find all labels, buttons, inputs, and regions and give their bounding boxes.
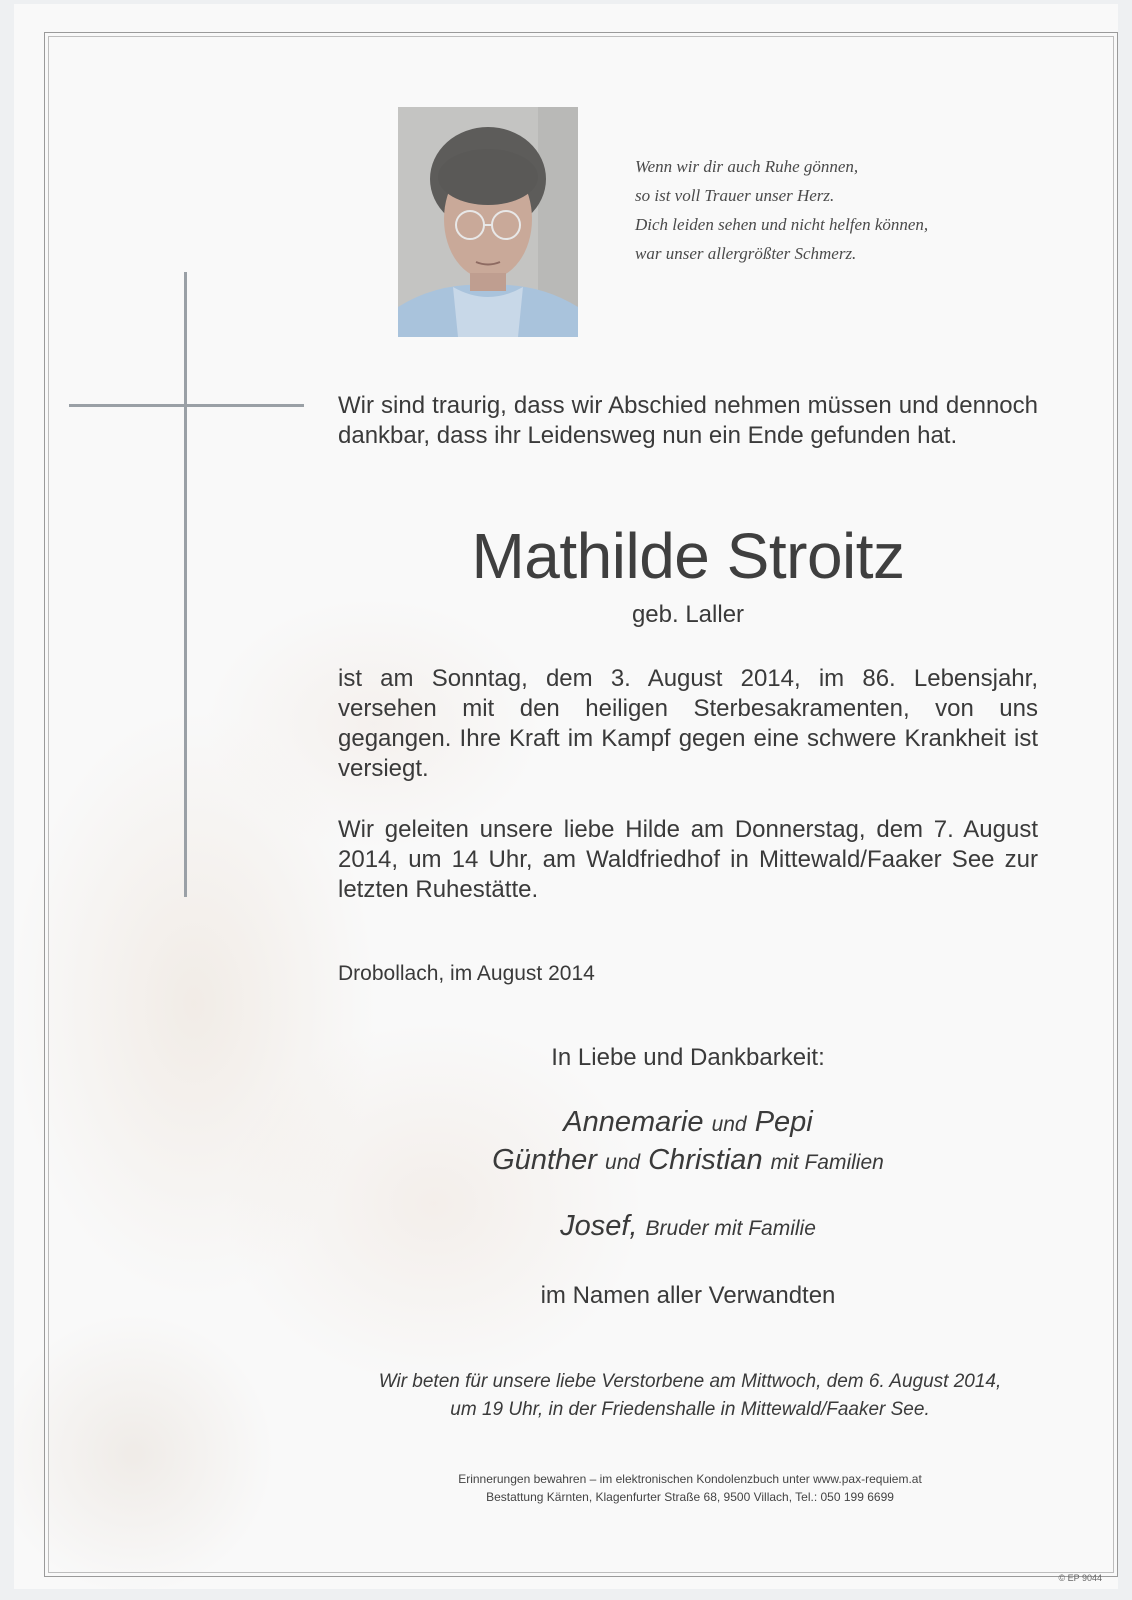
portrait-photo [398, 107, 578, 337]
maiden-name: geb. Laller [631, 601, 745, 628]
family-line-3 [338, 1208, 1038, 1247]
family-name: Günther [492, 1144, 597, 1176]
family-name: Pepi [754, 1106, 813, 1138]
cross-horizontal-bar [69, 404, 304, 407]
family-suffix: Bruder mit Familie [645, 1217, 816, 1240]
place-and-date: Drobollach, im August 2014 [338, 962, 595, 985]
poem-line: Wenn wir dir auch Ruhe gönnen, [635, 157, 859, 176]
footer-line: Bestattung Kärnten, Klagenfurter Straße 68, 9500 Villach, Tel.: 050 199 6699 [486, 1490, 894, 1504]
portrait-illustration [398, 107, 578, 337]
family-name: Christian [648, 1144, 763, 1176]
memorial-poem [635, 152, 1035, 268]
family-connector: und [711, 1113, 747, 1136]
death-notice-paragraph: ist am Sonntag, dem 3. August 2014, im 86. Lebensjahr, versehen mit den heiligen Sterbesakramenten, von uns gegangen. Ihre Kraft im Kampf gegen eine schwere Krankheit ist versiegt. [338, 665, 1038, 782]
footer-line: Erinnerungen bewahren – im elektronischen Kondolenzbuch unter www.pax-requiem.at [458, 1472, 922, 1486]
thanks-heading: In Liebe und Dankbarkeit: [551, 1044, 825, 1071]
poem-line: so ist voll Trauer unser Herz. [635, 186, 835, 205]
prayer-line: um 19 Uhr, in der Friedenshalle in Mittewald/Faaker See. [450, 1399, 930, 1420]
print-code: © EP 9044 [1058, 1573, 1102, 1583]
family-line-1 [338, 1104, 1038, 1143]
cross-vertical-bar [184, 272, 187, 897]
deceased-name: Mathilde Stroitz [471, 520, 905, 592]
family-name: Annemarie [563, 1106, 704, 1138]
poem-line: war unser allergrößter Schmerz. [635, 244, 857, 263]
prayer-line: Wir beten für unsere liebe Verstorbene am Mittwoch, dem 6. August 2014, [378, 1371, 1002, 1392]
funeral-home-footer [320, 1470, 1060, 1506]
poem-line: Dich leiden sehen und nicht helfen können, [635, 215, 929, 234]
family-connector: und [605, 1151, 641, 1174]
funeral-paragraph: Wir geleiten unsere liebe Hilde am Donnerstag, dem 7. August 2014, um 14 Uhr, am Waldfriedhof in Mittewald/Faaker See zur letzten Ruhestätte. [338, 816, 1038, 903]
family-name: Josef, [560, 1210, 638, 1242]
family-suffix: mit Familien [770, 1151, 884, 1174]
relatives-line: im Namen aller Verwandten [540, 1282, 836, 1309]
family-line-2 [338, 1142, 1038, 1181]
intro-paragraph: Wir sind traurig, dass wir Abschied nehmen müssen und dennoch dankbar, dass ihr Leidensweg nun ein Ende gefunden hat. [338, 392, 1038, 449]
prayer-notice [320, 1368, 1060, 1424]
